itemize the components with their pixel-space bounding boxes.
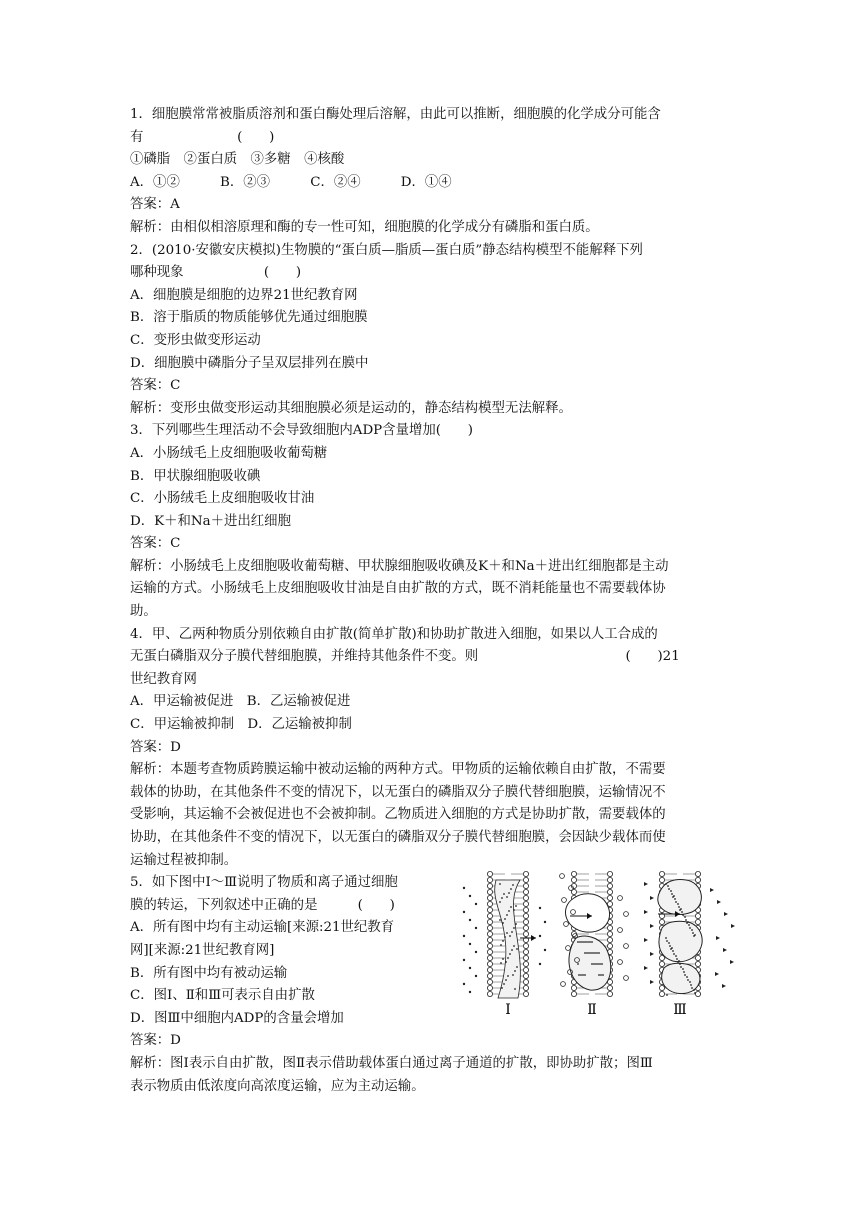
lipid-head [523,871,528,876]
lipid-head [523,889,528,894]
text-line: D．细胞膜中磷脂分子呈双层排列在膜中 [130,355,369,371]
question-5-line: B．所有图中均有被动运输 [130,965,288,981]
lipid-head [487,901,492,906]
lipid-head [487,949,492,954]
text-line: 世纪教育网 [130,671,197,687]
lipid-head [695,871,700,876]
text-line: 3．下列哪些生理活动不会导致细胞内ADP含量增加( ) [130,423,473,439]
lipid-head [523,883,528,888]
lipid-head [571,991,576,996]
text-line: 解析：变形虫做变形运动其细胞膜必须是运动的，静态结构模型无法解释。 [130,400,572,416]
text-line: 载体的协助，在其他条件不变的情况下，以无蛋白的磷脂双分子膜代替细胞膜，运输情况不 [130,784,666,800]
lipid-head [523,985,528,990]
lipid-head [695,991,700,996]
lipid-head [487,877,492,882]
lipid-head [571,871,576,876]
answer-line: 表示物质由低浓度向高浓度运输，应为主动运输。 [130,1078,425,1094]
lipid-head [695,913,700,918]
text-line: 无蛋白磷脂双分子膜代替细胞膜，并维持其他条件不变。则 ( )21 [130,649,680,665]
lipid-head [523,877,528,882]
question-block-1-4 [130,104,730,872]
lipid-head [487,985,492,990]
text-line: C．变形虫做变形运动 [130,332,261,348]
lipid-head [487,913,492,918]
question-5-line: C．图Ⅰ、Ⅱ和Ⅲ可表示自由扩散 [130,988,315,1004]
text-line: A．细胞膜是细胞的边界21世纪教育网 [130,287,358,303]
lipid-head [523,955,528,960]
text-line: 4．甲、乙两种物质分别依赖自由扩散(简单扩散)和协助扩散进入细胞，如果以人工合成的 [130,626,658,642]
lipid-head [487,919,492,924]
figure-label-i: Ⅰ [505,1002,511,1018]
membrane-transport-figure [458,868,740,1026]
question-5-line: 网][来源:21世纪教育网] [130,942,275,958]
lipid-head [523,949,528,954]
text-line: 助。 [130,604,157,620]
lipid-head [487,937,492,942]
lipid-head [695,919,700,924]
lipid-head [659,919,664,924]
lipid-head [607,883,612,888]
lipid-head [523,919,528,924]
lipid-head [487,991,492,996]
question-5-line: 5．如下图中Ⅰ～Ⅲ说明了物质和离子通过细胞 [130,875,398,891]
lipid-head [487,889,492,894]
lipid-head [487,973,492,978]
lipid-head [659,961,664,966]
figure-label-iii: Ⅲ [673,1002,687,1018]
lipid-head [523,913,528,918]
lipid-head [523,973,528,978]
lipid-head [571,877,576,882]
text-line: B．甲状腺细胞吸收碘 [130,468,261,484]
lipid-head [487,883,492,888]
lipid-head [487,955,492,960]
lipid-head [487,967,492,972]
figure-label-ii: Ⅱ [587,1002,597,1018]
lipid-head [659,877,664,882]
question-5-line: 膜的转运，下列叙述中正确的是 ( ) [130,897,395,913]
text-line: 哪种现象 ( ) [130,265,302,281]
text-line: C．小肠绒毛上皮细胞吸收甘油 [130,491,315,507]
lipid-head [487,931,492,936]
lipid-head [523,925,528,930]
lipid-head [487,961,492,966]
lipid-head [607,943,612,948]
text-line: 有 ( ) [130,129,275,145]
text-line: A．小肠绒毛上皮细胞吸收葡萄糖 [130,445,328,461]
text-line: 答案：A [130,197,180,213]
lipid-head [607,895,612,900]
lipid-head [607,889,612,894]
text-line: 2．(2010·安徽安庆模拟)生物膜的“蛋白质—脂质—蛋白质”静态结构模型不能解释下列 [130,242,643,258]
lipid-head [523,943,528,948]
lipid-head [487,979,492,984]
question-5-block [130,872,452,1030]
lipid-head [659,871,664,876]
text-line: 运输的方式。小肠绒毛上皮细胞吸收甘油是自由扩散的方式，既不消耗能量也不需要载体协 [130,581,666,597]
lipid-head [607,871,612,876]
lipid-head [695,877,700,882]
lipid-head [523,961,528,966]
lipid-head [523,907,528,912]
text-line: 答案：C [130,378,181,394]
lipid-head [571,985,576,990]
text-line: 解析：小肠绒毛上皮细胞吸收葡萄糖、甲状腺细胞吸收碘及K＋和Na＋进出红细胞都是主动 [130,558,669,574]
text-line: 答案：C [130,536,181,552]
lipid-head [487,871,492,876]
text-line: 1．细胞膜常常被脂质溶剂和蛋白酶处理后溶解，由此可以推断，细胞膜的化学成分可能含 [130,107,661,122]
text-line: 受影响，其运输不会被促进也不会被抑制。乙物质进入细胞的方式是协助扩散，需要载体的 [130,807,666,823]
lipid-head [607,937,612,942]
lipid-head [659,991,664,996]
text-line: 协助，在其他条件不变的情况下，以无蛋白的磷脂双分子膜代替细胞膜，会因缺少载体而使 [130,830,666,845]
lipid-head [659,985,664,990]
question-5-line: D．图Ⅲ中细胞内ADP的含量会增加 [130,1010,344,1026]
question-5-line: A．所有图中均有主动运输[来源:21世纪教育 [130,920,395,936]
text-line: A．①② B．②③ C．②④ D．①④ [130,174,452,190]
lipid-head [523,895,528,900]
lipid-head [523,967,528,972]
lipid-head [607,925,612,930]
lipid-head [487,925,492,930]
text-line: 解析：由相似相溶原理和酶的专一性可知，细胞膜的化学成分有磷脂和蛋白质。 [130,219,599,235]
transport-diagram [458,868,740,1026]
lipid-head [607,877,612,882]
question-5-answer-block [130,1030,730,1098]
lipid-head [695,955,700,960]
text-line: 解析：本题考查物质跨膜运输中被动运输的两种方式。甲物质的运输依赖自由扩散，不需要 [130,762,666,778]
text-line: 运输过程被抑制。 [130,852,238,868]
text-line: A．甲运输被促进 B．乙运输被促进 [130,694,351,710]
lipid-head [487,907,492,912]
lipid-head [607,931,612,936]
text-line: 答案：D [130,739,181,755]
lipid-head [607,991,612,996]
lipid-head [523,979,528,984]
lipid-head [695,961,700,966]
lipid-head [607,985,612,990]
text-line: D．K＋和Na＋进出红细胞 [130,513,291,529]
diagram-shapes [463,871,735,998]
answer-line: 解析：图Ⅰ表示自由扩散，图Ⅱ表示借助载体蛋白通过离子通道的扩散，即协助扩散；图Ⅲ [130,1055,653,1071]
lipid-head [523,901,528,906]
text-line: C．甲运输被抑制 D．乙运输被抑制 [130,717,352,733]
lipid-head [523,991,528,996]
lipid-head [487,895,492,900]
answer-line: 答案：D [130,1033,181,1049]
lipid-head [487,943,492,948]
lipid-head [523,931,528,936]
text-line: ①磷脂 ②蛋白质 ③多糖 ④核酸 [130,152,345,168]
text-line: B．溶于脂质的物质能够优先通过细胞膜 [130,310,368,326]
